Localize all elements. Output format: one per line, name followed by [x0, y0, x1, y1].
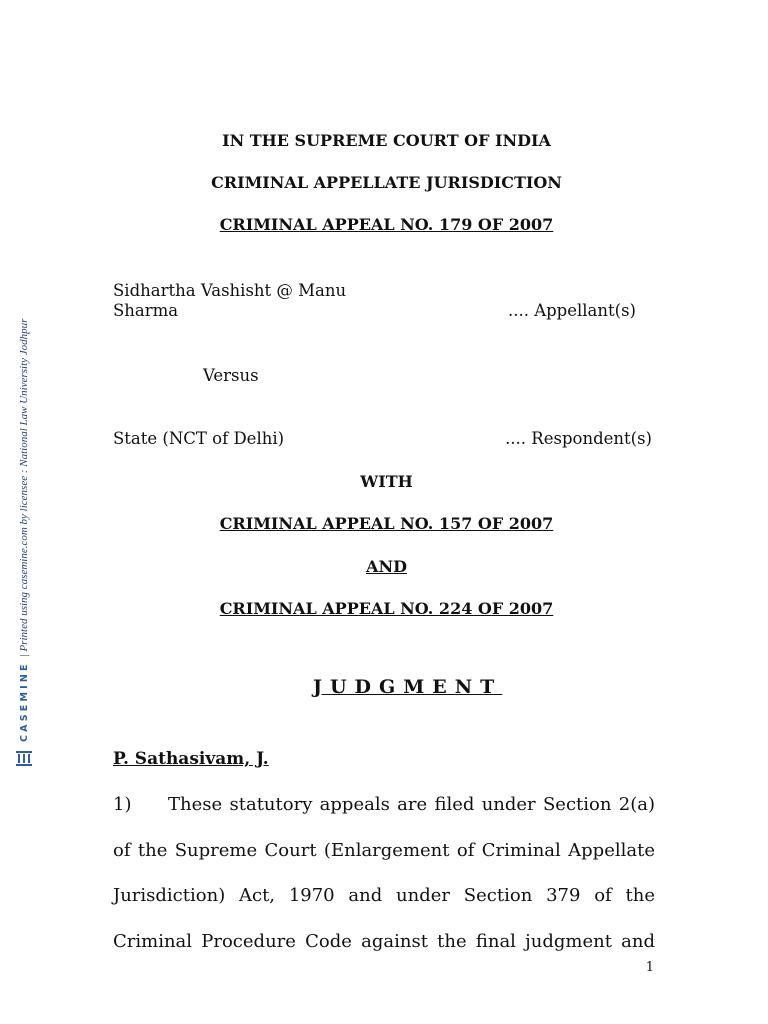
court-name: IN THE SUPREME COURT OF INDIA: [222, 131, 551, 150]
appeal-number-3: CRIMINAL APPEAL NO. 224 OF 2007: [219, 599, 554, 618]
versus: Versus: [203, 366, 259, 385]
paragraph-line-1: 1) These statutory appeals are filed under Section 2(a): [113, 794, 655, 815]
appeal-number: CRIMINAL APPEAL NO. 179 OF 2007: [219, 215, 554, 234]
jurisdiction: CRIMINAL APPELLATE JURISDICTION: [211, 173, 562, 192]
with-label: WITH: [360, 472, 413, 491]
appellant-name-line1: Sidhartha Vashisht @ Manu: [113, 281, 347, 300]
watermark-text: | Printed using casemine.com by licensee : National Law University Jodhpur: [18, 318, 30, 658]
page-number: 1: [645, 960, 654, 975]
respondent-role: .... Respondent(s): [505, 429, 652, 448]
respondent-name: State (NCT of Delhi): [113, 429, 285, 448]
paragraph-line-3: Jurisdiction) Act, 1970 and under Section 379 of the: [113, 885, 655, 906]
appeal-number-2: CRIMINAL APPEAL NO. 157 OF 2007: [219, 514, 554, 533]
judgment-title: JUDGMENT: [313, 676, 503, 698]
watermark: [14, 319, 34, 768]
and-label: AND: [366, 557, 407, 576]
paragraph-line-4: Criminal Procedure Code against the final judgment and: [113, 931, 655, 952]
appellant-role: .... Appellant(s): [507, 301, 636, 320]
casemine-logo-icon: [14, 748, 34, 768]
appellant-name-line2: Sharma: [113, 301, 179, 320]
judge-name: P. Sathasivam, J.: [113, 749, 269, 769]
paragraph-line-2: of the Supreme Court (Enlargement of Criminal Appellate: [113, 840, 655, 861]
watermark-brand: CASEMINE: [18, 661, 30, 742]
